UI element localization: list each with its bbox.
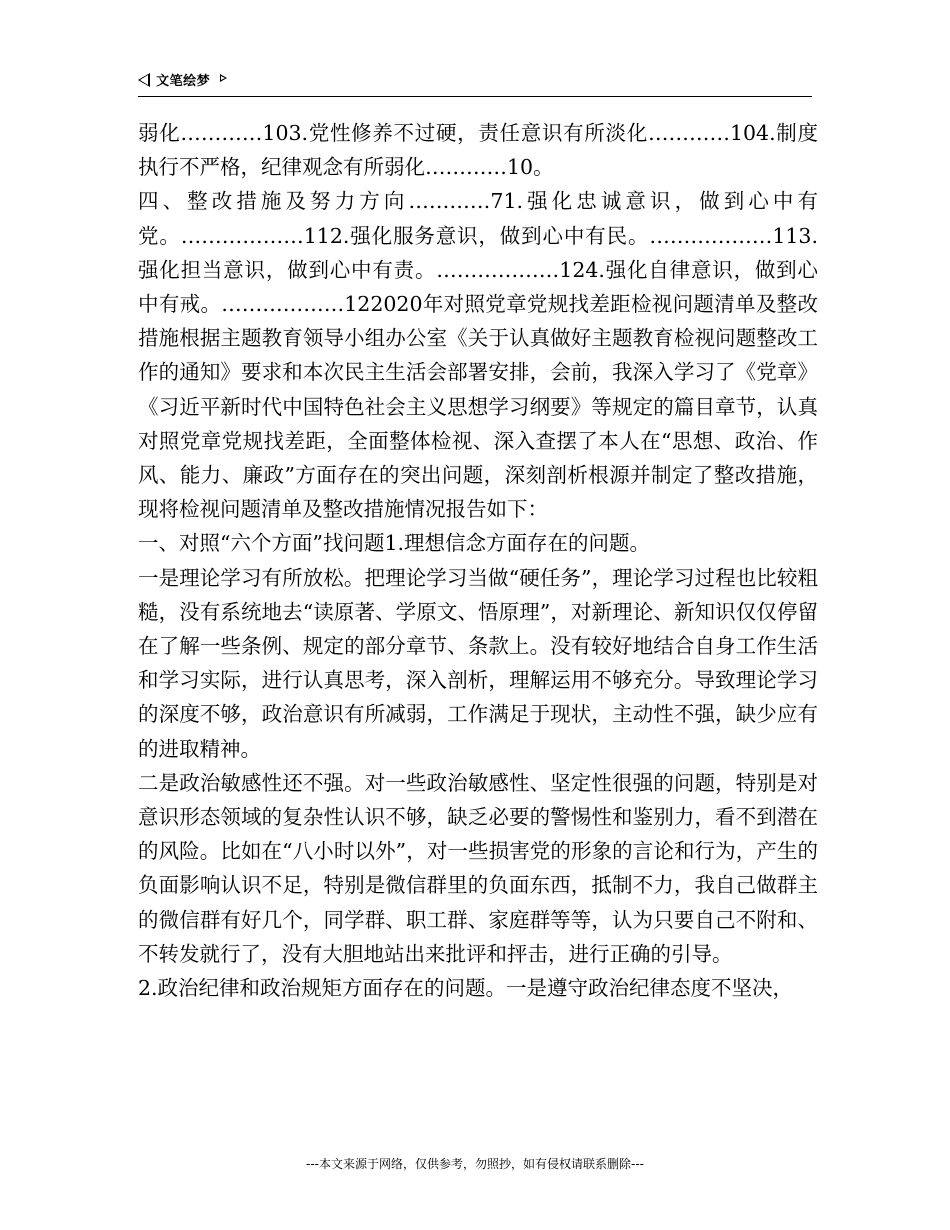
left-triangle-icon: [138, 73, 150, 87]
paragraph: 四、整改措施及努力方向…………71.强化忠诚意识，做到心中有党。………………112.强化服务意识，做到心中有民。………………113.强化担当意识，做到心中有责。………………124.强化自律意识，做到心中有戒。………………122020年对照党章党规找差距检视问题清单及整改措施根据主题教育领导小组办公室《关于认真做好主题教育检视问题整改工作的通知》要求和本次民主生活会部署安排，会前，我深入学习了《党章》《习近平新时代中国特色社会主义思想学习纲要》等规定的篇目章节，认真对照党章党规找差距，全面整体检视、深入查摆了本人在“思想、政治、作风、能力、廉政”方面存在的突出问题，深刻剖析根源并制定了整改措施，现将检视问题清单及整改措施情况报告如下：: [138, 189, 818, 522]
footer-disclaimer: ---本文来源于网络，仅供参考，勿照抄，如有侵权请联系删除---: [306, 1157, 644, 1171]
paragraph: 二是政治敏感性还不强。对一些政治敏感性、坚定性很强的问题，特别是对意识形态领域的复杂性认识不够，缺乏必要的警惕性和鉴别力，看不到潜在的风险。比如在“八小时以外”，对一些损害党的形象的言论和行为，产生的负面影响认识不足，特别是微信群里的负面东西，抵制不力，我自己做群主的微信群有好几个，同学群、职工群、家庭群等等，认为只要自己不附和、不转发就行了，没有大胆地站出来批评和抨击，进行正确的引导。: [138, 770, 818, 966]
paragraph: 2.政治纪律和政治规矩方面存在的问题。一是遵守政治纪律态度不坚决，: [138, 976, 794, 1001]
header-brand: 文笔绘梦: [156, 74, 211, 89]
right-triangle-icon: [220, 74, 227, 82]
paragraph: 一、对照“六个方面”找问题1.理想信念方面存在的问题。: [138, 531, 651, 556]
document-body: [138, 116, 818, 1005]
paragraph: 弱化…………103.党性修养不过硬，责任意识有所淡化…………104.制度执行不严格，纪律观念有所弱化…………10。: [138, 121, 818, 180]
paragraph: 一是理论学习有所放松。把理论学习当做“硬任务”，理论学习过程也比较粗糙，没有系统地去“读原著、学原文、悟原理”，对新理论、新知识仅仅停留在了解一些条例、规定的部分章节、条款上。没有较好地结合自身工作生活和学习实际，进行认真思考，深入剖析，理解运用不够充分。导致理论学习的深度不够，政治意识有所减弱，工作满足于现状，主动性不强，缺少应有的进取精神。: [138, 565, 818, 761]
page-header: [138, 70, 812, 97]
